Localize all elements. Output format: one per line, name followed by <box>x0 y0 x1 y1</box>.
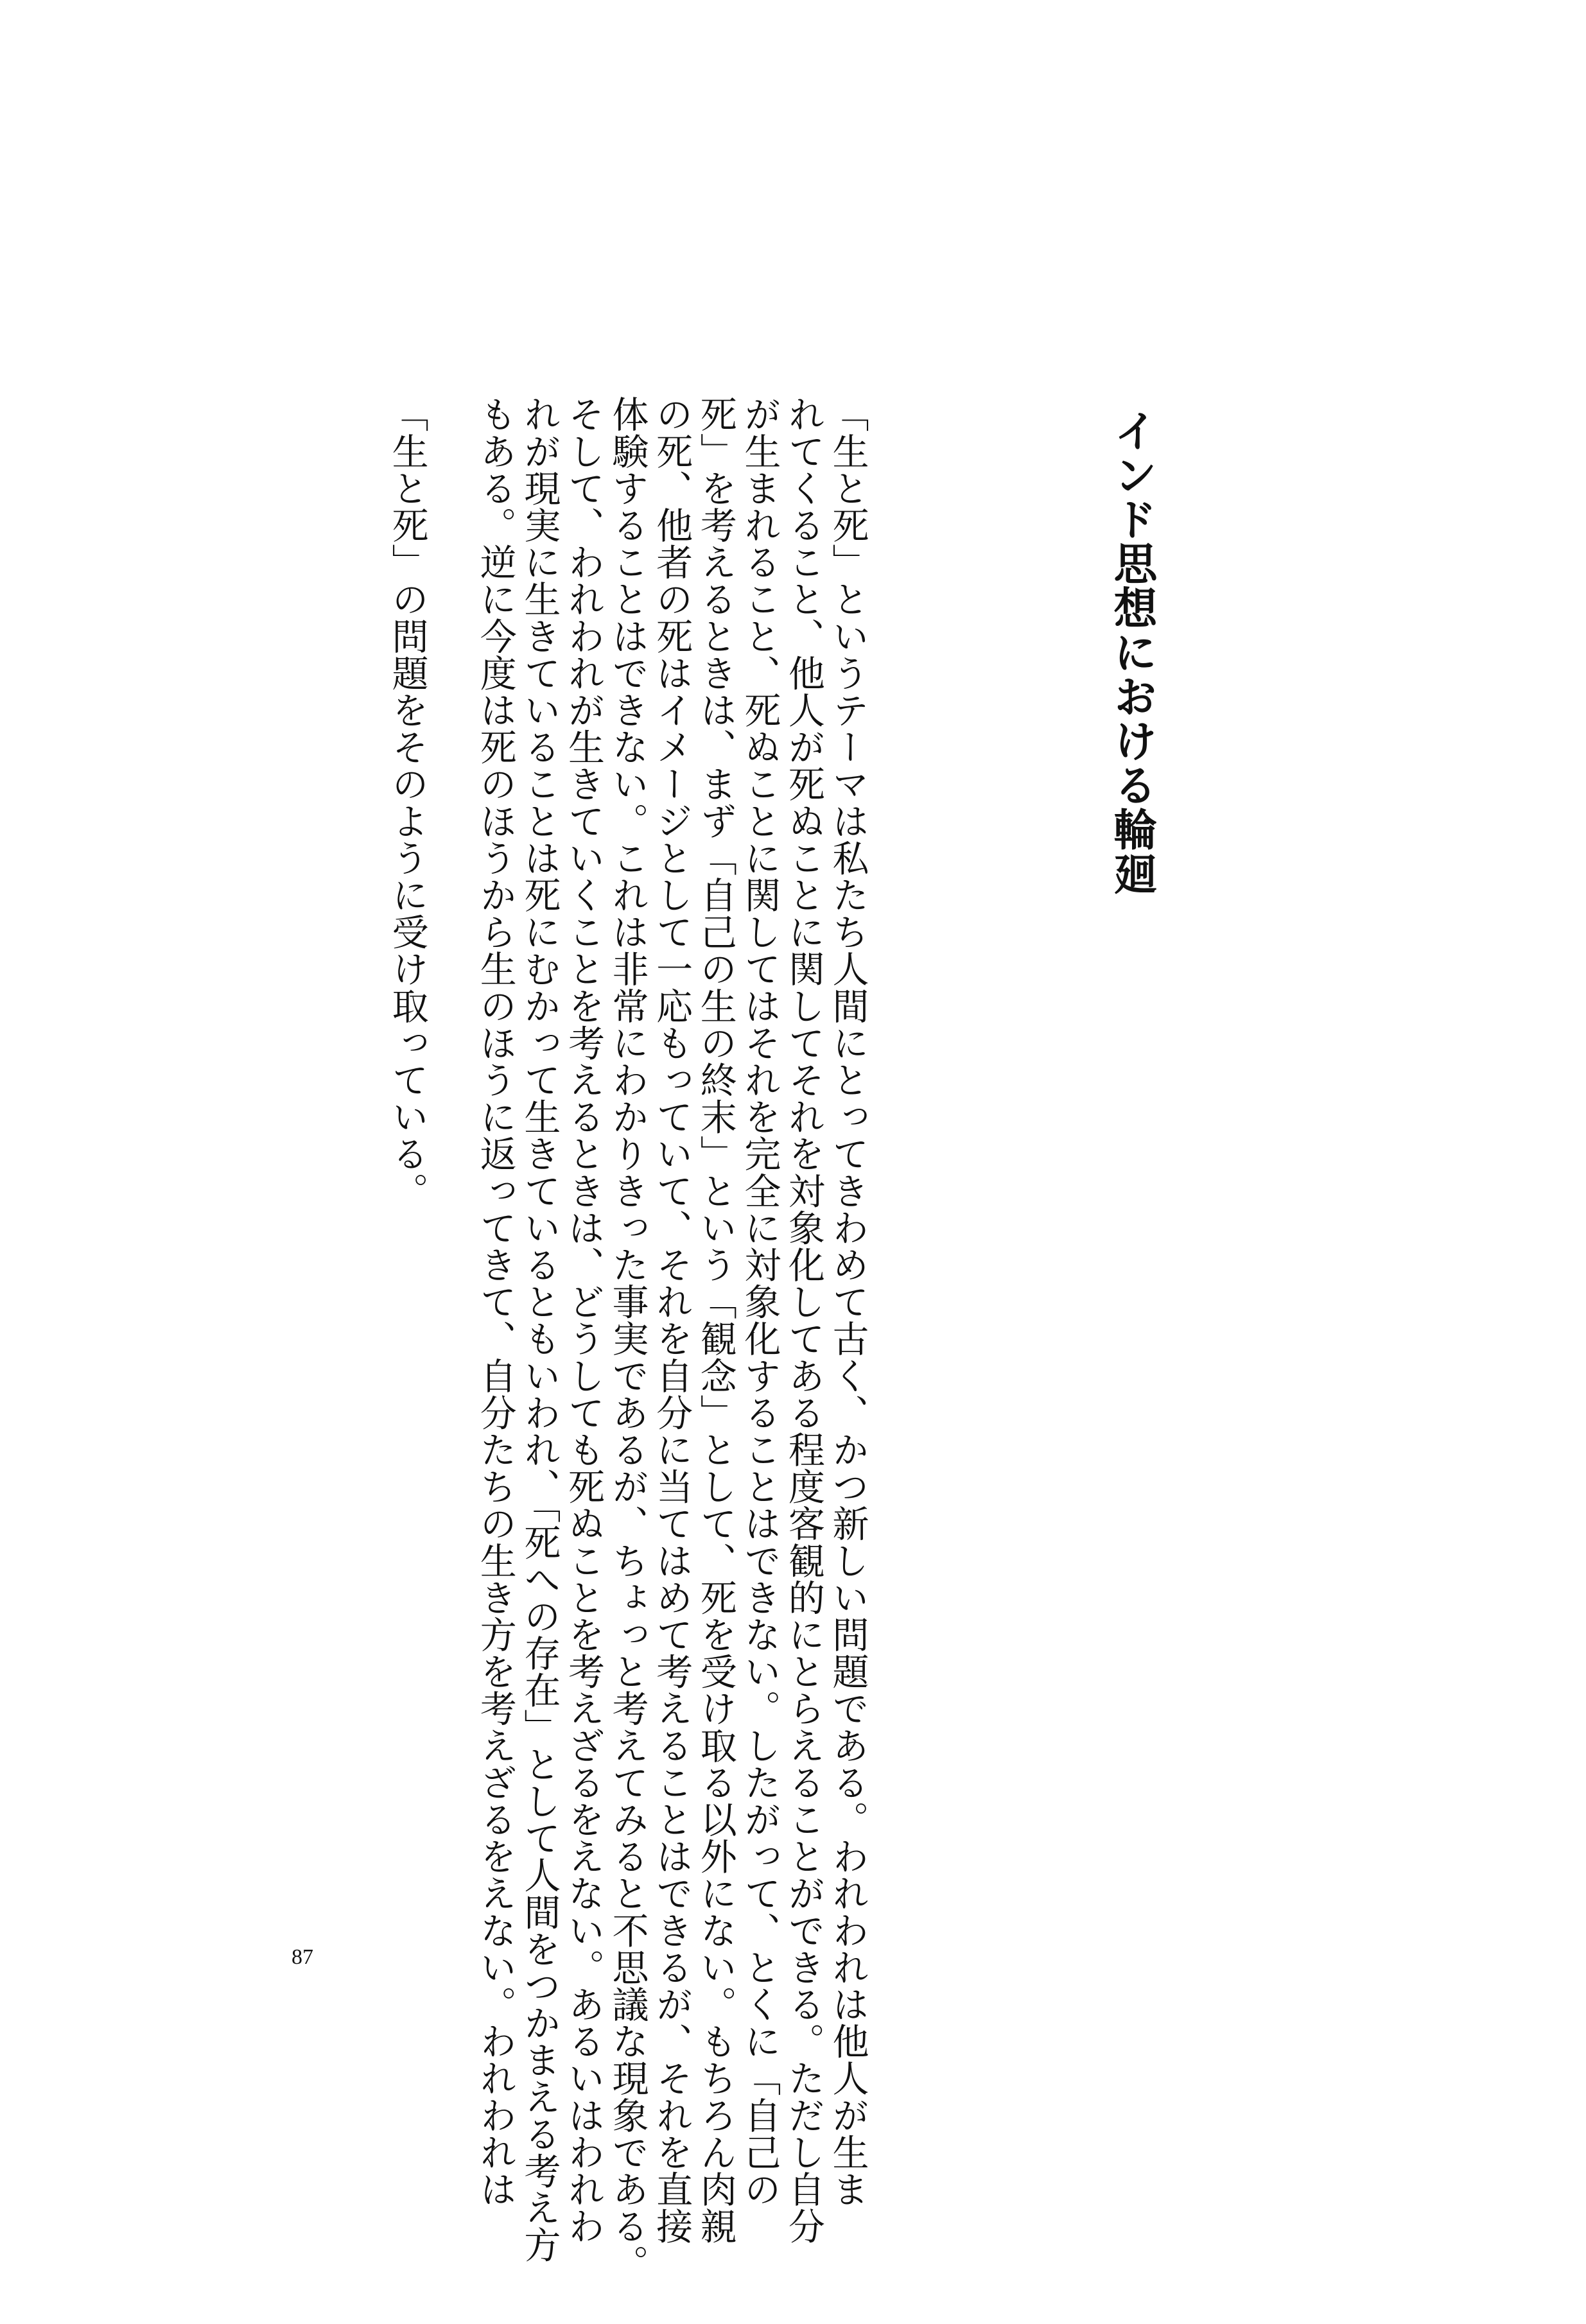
text-line: 体験することはできない。これは非常にわかりきった事実であるが、ちょっと考えてみると不思議な現象である。 <box>606 395 649 2282</box>
text-line: 死」を考えるときは、まず「自己の生の終末」という「観念」として、死を受け取る以外にない。もちろん肉親 <box>694 395 737 2244</box>
text-line: 「生と死」の問題をそのように受け取っている。 <box>386 395 429 1210</box>
text-line: れが現実に生きていることは死にむかって生きているともいわれ、「死への存在」として人間をつかまえる考え方 <box>518 395 561 2264</box>
text-line: が生まれること、死ぬことに関してはそれを完全に対象化することはできない。したがって、とくに「自己の <box>738 395 781 2208</box>
section-title: インド思想における輪廻 <box>1106 408 1157 896</box>
text-line: の死、他者の死はイメージとして一応もっていて、それを自分に当てはめて考えることはできるが、それを直接 <box>650 395 693 2244</box>
page-number: 87 <box>292 1945 313 1969</box>
body-text <box>385 395 869 2282</box>
paragraph-gap <box>429 395 473 1898</box>
text-line: そして、われわれが生きていくことを考えるときは、どうしても死ぬことを考えざるをえない。あるいはわれわ <box>562 395 605 2244</box>
text-line: 「生と死」というテーマは私たち人間にとってきわめて古く、かつ新しい問題である。われわれは他人が生ま <box>826 395 869 2208</box>
text-line: もある。逆に今度は死のほうから生のほうに返ってきて、自分たちの生き方を考えざるをえない。われわれは <box>474 395 517 2208</box>
text-line: れてくること、他人が死ぬことに関してそれを対象化してある程度客観的にとらえることができる。ただし自分 <box>782 395 825 2244</box>
